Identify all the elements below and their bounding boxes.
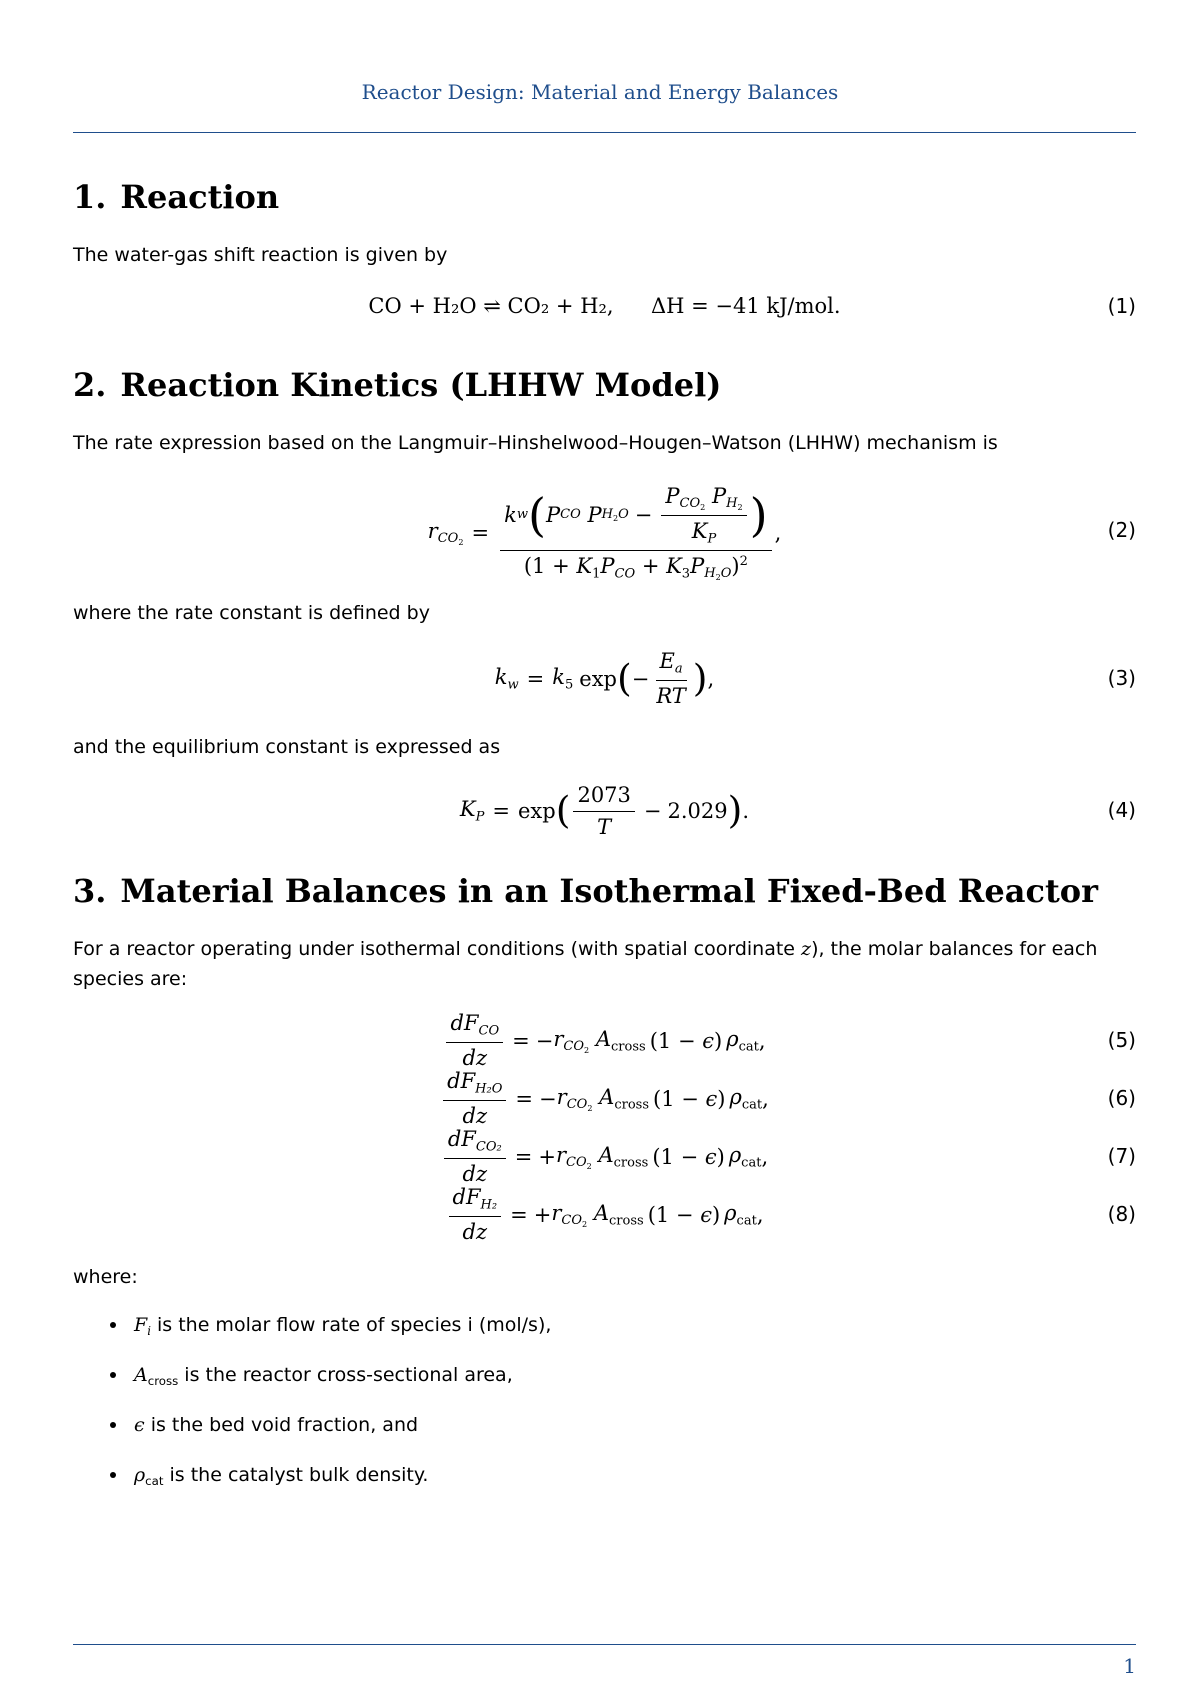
equation-4: $K_P$ = exp ( $\frac{2073}{T}$ − 2.029 ) . (4): [459, 783, 1136, 839]
section-heading-3: [73, 872, 1098, 910]
eq2-fraction: k w ( P CO P $H_2O$ − $\frac{P_{CO_2} P_{H_2}}{K_P}$ ) $(1 + K_1P_{CO} + K_3P_{H_2O})^2$: [500, 483, 772, 584]
equation-number: (3): [1107, 666, 1136, 690]
paragraph-material-balance-intro: For a reactor operating under isothermal conditions (with spatial coordinate z), the molar balances for each species are:: [73, 938, 1098, 990]
section-number: 3.: [73, 872, 107, 910]
list-item: ϵ is the bed void fraction, and: [110, 1410, 551, 1460]
section-title: Reaction Kinetics (LHHW Model): [120, 366, 722, 404]
equation-number: (2): [1107, 518, 1136, 542]
section-heading-2: [73, 366, 721, 404]
equation-number: (6): [1107, 1086, 1136, 1110]
section-number: 1.: [73, 178, 107, 216]
eq4-constant-b: 2.029: [667, 799, 728, 823]
section-title: Reaction: [120, 178, 280, 216]
paragraph-where: where:: [73, 1266, 138, 1288]
footer-rule: [73, 1644, 1136, 1645]
header-rule: [73, 132, 1136, 133]
running-header: Reactor Design: Material and Energy Balances: [361, 80, 839, 104]
eq1-reaction: CO + H₂O ⇌ CO₂ + H₂,: [368, 294, 614, 318]
eq2-rate-symbol: $r_{CO_2}$: [427, 518, 464, 548]
eq1-enthalpy: ΔH = −41 kJ/mol.: [650, 294, 841, 318]
equation-1: [73, 294, 1136, 326]
equation-number: (8): [1107, 1202, 1136, 1226]
list-item: $A_{cross}$ is the reactor cross-sectional area,: [110, 1360, 551, 1410]
paragraph-kinetics-intro: The rate expression based on the Langmuir–Hinshelwood–Hougen–Watson (LHHW) mechanism is: [73, 432, 998, 454]
definitions-list: [110, 1310, 551, 1510]
equation-5: $\frac{dF_{CO}}{dz}$ = − $r_{CO_2}$ $A_{cross}$ (1 − ϵ) $\rho_{cat}$ , (5): [73, 1012, 1136, 1070]
equation-7: $\frac{dF_{CO_2}}{dz}$ = + $r_{CO_2}$ $A_{cross}$ (1 − ϵ) $\rho_{cat}$ , (7): [73, 1128, 1136, 1186]
section-title: Material Balances in an Isothermal Fixed-Bed Reactor: [120, 872, 1098, 910]
list-item: $\rho_{cat}$ is the catalyst bulk density.: [110, 1460, 551, 1510]
equation-number: (7): [1107, 1144, 1136, 1168]
list-item: $F_i$ is the molar flow rate of species i (mol/s),: [110, 1310, 551, 1360]
section-heading-1: [73, 178, 279, 216]
equation-6: $\frac{dF_{H_2O}}{dz}$ = − $r_{CO_2}$ $A_{cross}$ (1 − ϵ) $\rho_{cat}$ , (6): [73, 1070, 1136, 1128]
equation-number: (4): [1107, 798, 1136, 822]
equation-number: (5): [1107, 1028, 1136, 1052]
equation-8: $\frac{dF_{H_2}}{dz}$ = + $r_{CO_2}$ $A_{cross}$ (1 − ϵ) $\rho_{cat}$ , (8): [73, 1186, 1136, 1244]
equation-2: $r_{CO_2}$ = k w ( P CO P $H_2O$ − $\frac{P_{CO_2} P_{H_2}}{K_P}$ ) $(1 + K_1P_{CO} + K_3P_{H_2O})^2$ , (2): [427, 483, 1136, 583]
equation-3: $k_w$ = $k_5$ exp ( − $\frac{E_a}{RT}$ ) , (3): [494, 649, 1136, 709]
paragraph-reaction-intro: The water-gas shift reaction is given by: [73, 244, 448, 266]
page-number: 1: [1123, 1654, 1136, 1678]
equation-number: (1): [1107, 294, 1136, 318]
paragraph-rate-constant: where the rate constant is defined by: [73, 602, 430, 624]
paragraph-equilibrium: and the equilibrium constant is expressed as: [73, 736, 501, 758]
section-number: 2.: [73, 366, 107, 404]
eq4-constant-a: 2073: [573, 782, 634, 811]
